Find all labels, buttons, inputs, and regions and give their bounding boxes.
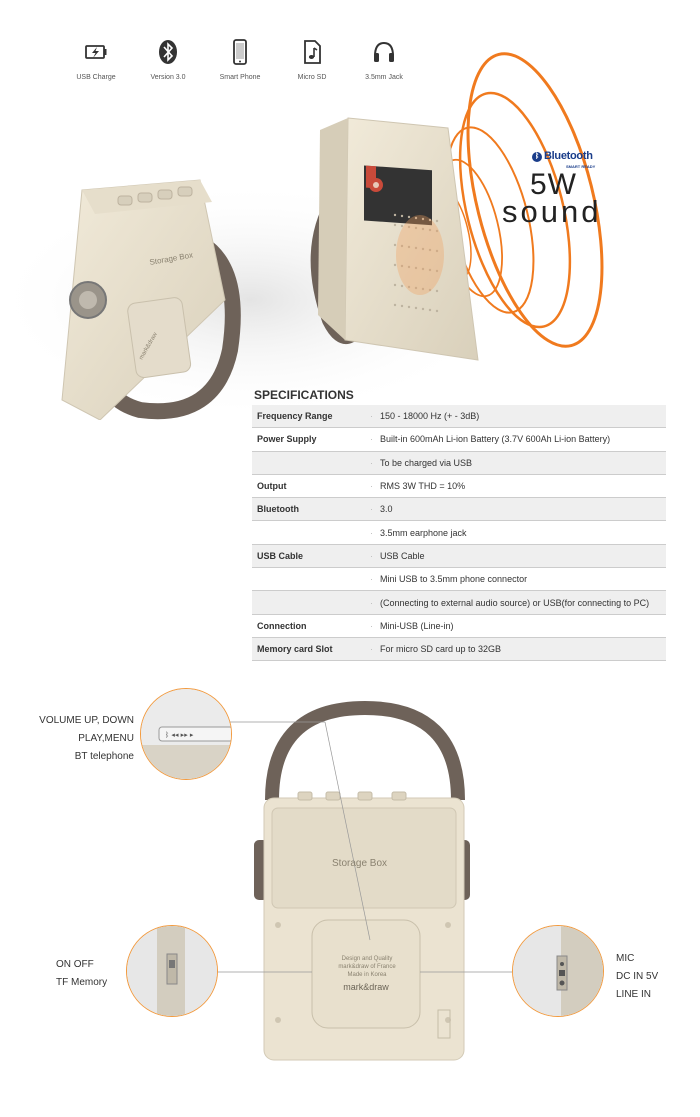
callout-left-text bbox=[56, 956, 107, 992]
svg-text:ᛒ ◂◂ ▸▸ ▸: ᛒ ◂◂ ▸▸ ▸ bbox=[165, 731, 194, 739]
ports-icon bbox=[513, 926, 604, 1017]
power-switch-icon bbox=[127, 926, 218, 1017]
device-right bbox=[318, 118, 478, 360]
spec-row: Frequency Range · 150 - 18000 Hz (+ - 3dB) bbox=[252, 405, 666, 428]
callout-line: TF Memory bbox=[56, 977, 108, 988]
media-buttons-icon bbox=[141, 689, 232, 780]
callout-right-text bbox=[616, 950, 658, 1004]
device-left-label: Storage Box bbox=[148, 250, 194, 267]
spec-value: 150 - 18000 Hz (+ - 3dB) bbox=[380, 411, 480, 422]
spec-row: USB Cable · USB Cable bbox=[252, 545, 666, 568]
sound-word: sound bbox=[502, 194, 602, 229]
spec-key: Bluetooth bbox=[257, 504, 299, 515]
bluetooth-brand-text: Bluetooth bbox=[544, 150, 593, 162]
specs-title: SPECIFICATIONS bbox=[254, 388, 354, 402]
callout-circle-buttons bbox=[140, 688, 232, 780]
spec-key: Output bbox=[257, 481, 287, 492]
callout-line: BT telephone bbox=[74, 751, 134, 762]
spec-value: To be charged via USB bbox=[380, 457, 473, 468]
spec-value: Mini USB to 3.5mm phone connector bbox=[380, 574, 528, 585]
feature-label: Micro SD bbox=[297, 74, 327, 81]
callout-line: DC IN 5V bbox=[616, 971, 659, 982]
spec-row: Power Supply · Built-in 600mAh Li-ion Battery (3.7V 600Ah Li-ion Battery) bbox=[252, 428, 666, 451]
feature-label: USB Charge bbox=[76, 74, 116, 81]
spec-row: Bluetooth · 3.0 bbox=[252, 498, 666, 521]
spec-key: USB Cable bbox=[257, 550, 304, 561]
feature-label: Smart Phone bbox=[219, 74, 261, 81]
callout-line: MIC bbox=[616, 953, 635, 964]
callout-circle-left bbox=[126, 925, 218, 1017]
power-rating: 5W bbox=[530, 168, 577, 201]
device-back-label: Storage Box bbox=[332, 858, 388, 869]
spec-row: · (Connecting to external audio source) or USB(for connecting to PC) bbox=[252, 591, 666, 614]
feature-label: 3.5mm Jack bbox=[365, 74, 403, 81]
spec-value: Built-in 600mAh Li-ion Battery (3.7V 600Ah Li-ion Battery) bbox=[380, 434, 611, 445]
spec-value: RMS 3W THD = 10% bbox=[380, 481, 466, 492]
spec-value: 3.0 bbox=[380, 504, 393, 515]
device-back-small-text: Design and Quality mark&draw of France Made in Korea bbox=[338, 956, 396, 978]
callout-line: LINE IN bbox=[616, 989, 652, 1000]
device-back-brand: mark&draw bbox=[343, 982, 389, 992]
bluetooth-brand bbox=[532, 150, 593, 162]
spec-value: 3.5mm earphone jack bbox=[380, 527, 467, 538]
callout-line: ON OFF bbox=[56, 959, 94, 970]
spec-value: (Connecting to external audio source) or USB(for connecting to PC) bbox=[380, 597, 650, 608]
spec-value: Mini-USB (Line-in) bbox=[380, 620, 454, 631]
callout-line: VOLUME UP, DOWN bbox=[39, 715, 134, 726]
bluetooth-logo-icon: ᛒ bbox=[532, 152, 542, 162]
spec-key: Frequency Range bbox=[257, 411, 333, 422]
device-left-brand: mark&draw bbox=[138, 331, 159, 361]
callout-buttons-text bbox=[28, 712, 134, 766]
spec-key: Power Supply bbox=[257, 434, 317, 445]
feature-label: Version 3.0 bbox=[150, 74, 186, 81]
spec-row: · Mini USB to 3.5mm phone connector bbox=[252, 568, 666, 591]
spec-key: Connection bbox=[257, 620, 307, 631]
spec-row: Output · RMS 3W THD = 10% bbox=[252, 475, 666, 498]
spec-value: USB Cable bbox=[380, 550, 425, 561]
spec-row: Memory card Slot · For micro SD card up to 32GB bbox=[252, 638, 666, 661]
callout-circle-right bbox=[512, 925, 604, 1017]
spec-row: · 3.5mm earphone jack bbox=[252, 521, 666, 544]
specs-table bbox=[252, 405, 666, 661]
bluetooth-sub: SMART READY bbox=[566, 164, 596, 169]
spec-row: Connection · Mini-USB (Line-in) bbox=[252, 615, 666, 638]
spec-key: Memory card Slot bbox=[257, 644, 333, 655]
spec-value: For micro SD card up to 32GB bbox=[380, 644, 502, 655]
spec-row: · To be charged via USB bbox=[252, 452, 666, 475]
callout-line: PLAY,MENU bbox=[78, 733, 134, 744]
